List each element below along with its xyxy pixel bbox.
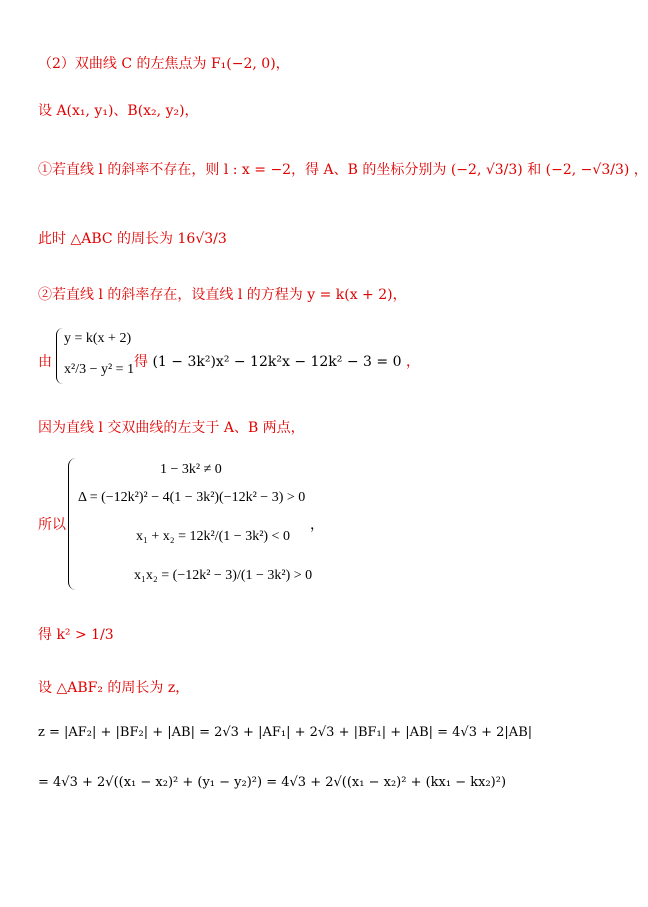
de-label: 得 [134, 354, 148, 370]
line-4-text: 此时 △ABC 的周长为 [38, 231, 174, 247]
condition-1: 1 − 3k² ≠ 0 [160, 462, 222, 477]
line-8-comma: ， [310, 517, 324, 533]
line-6-result: 得 (1 − 3k²)x² − 12k²x − 12k² − 3 = 0 ， [134, 354, 420, 370]
line-3-text: ①若直线 l 的斜率不存在，则 l : x = −2，得 A、B 的坐标分别为 [38, 162, 447, 178]
line-6-you [38, 355, 52, 369]
line-12-text: = 4√3 + 2√((x₁ − x₂)² + (y₁ − y₂)²) = 4√3 + 2√((x₁ − x₂)² + (kx₁ − kx₂)²) [38, 775, 507, 790]
line-3-and: 和 [527, 162, 542, 178]
line-3-point-1: (−2, √3/3) [450, 162, 523, 178]
line-7 [38, 421, 305, 435]
line-5 [38, 288, 407, 302]
line-12 [38, 776, 506, 789]
line-1-text: （2）双曲线 C 的左焦点为 F₁(−2, 0)， [38, 56, 290, 72]
line-5-text: ②若直线 l 的斜率存在，设直线 l 的方程为 y = k(x + 2)， [38, 287, 407, 303]
line-3-point-2: (−2, −√3/3) [545, 162, 630, 178]
line-4 [38, 232, 227, 246]
line-7-text: 因为直线 l 交双曲线的左支于 A、B 两点， [38, 420, 305, 436]
condition-4: x₁x₂ = (−12k² − 3)/(1 − 3k²) > 0 [134, 568, 313, 583]
line-10-text: 设 △ABF₂ 的周长为 z， [38, 680, 190, 696]
condition-3: x₁ + x₂ = 12k²/(1 − 3k²) < 0 [136, 529, 290, 544]
line-4-value: 16√3/3 [177, 231, 227, 247]
line-11-text: z = |AF₂| + |BF₂| + |AB| = 2√3 + |AF₁| + 2√3 + |BF₁| + |AB| = 4√3 + 2|AB| [38, 725, 533, 740]
condition-2: Δ = (−12k²)² − 4(1 − 3k²)(−12k² − 3) > 0 [78, 490, 306, 505]
line-2 [38, 104, 199, 118]
system-brace-1 [56, 328, 63, 384]
system-1-eq-1: y = k(x + 2) [64, 331, 132, 346]
result-equation: (1 − 3k²)x² − 12k²x − 12k² − 3 = 0 [152, 354, 402, 370]
system-brace-2 [68, 458, 76, 590]
line-3: ①若直线 l 的斜率不存在，则 l : x = −2，得 A、B 的坐标分别为 (−2, √3/3) 和 (−2, −√3/3) ， [38, 162, 648, 178]
you-label: 由 [38, 354, 52, 370]
line-10 [38, 681, 189, 695]
line-11 [38, 726, 532, 739]
line-1 [38, 57, 290, 71]
system-1-eq-2: x²/3 − y² = 1 [64, 362, 135, 377]
suoyi-label: 所以 [38, 517, 66, 533]
line-8-suoyi [38, 518, 66, 532]
line-9-text: 得 k² > 1/3 [38, 627, 114, 643]
line-9 [38, 628, 114, 642]
line-2-text: 设 A(x₁, y₁)、B(x₂, y₂)， [38, 103, 199, 119]
